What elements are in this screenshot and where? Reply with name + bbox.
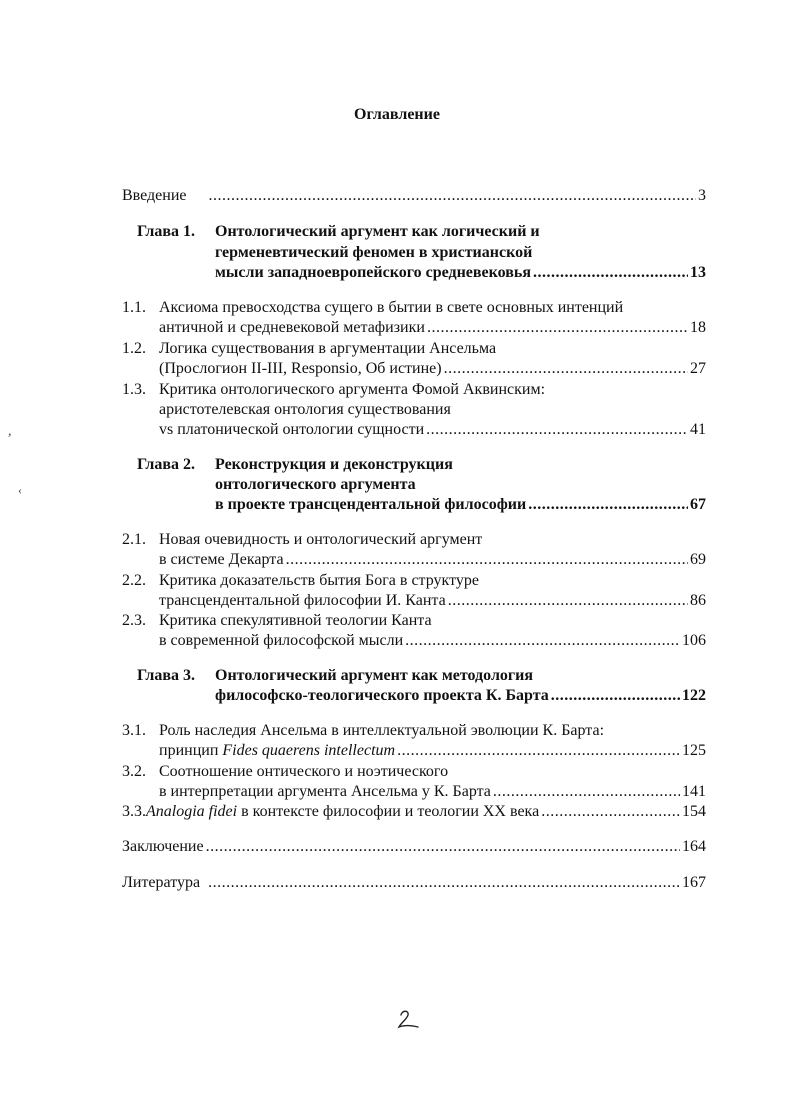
- toc-entry-chapter-2[interactable]: в проекте трансцендентальной философии ..... 67: [215, 495, 706, 515]
- leader-dots: [206, 837, 680, 857]
- toc-page: 86: [690, 592, 706, 609]
- section-3-2-line-1: 3.2. Соотношение онтического и ноэтического: [122, 763, 449, 780]
- section-number: 2.2.: [122, 572, 146, 589]
- section-number: 1.1.: [122, 299, 146, 316]
- toc-page: 154: [682, 803, 706, 820]
- leader-dots: [493, 782, 680, 802]
- toc-page: 41: [690, 421, 706, 438]
- toc-entry-1-1[interactable]: античной и средневековой метафизики ..... 18: [159, 318, 706, 338]
- leader-dots: [528, 495, 688, 515]
- toc-page: 141: [682, 783, 706, 800]
- section-3-1-line-1: 3.1. Роль наследия Ансельма в интеллектуальной эволюции К. Барта:: [122, 722, 605, 739]
- toc-label: Заключение: [122, 838, 204, 855]
- chapter-1-title-line-2: герменевтический феномен в христианской: [215, 244, 533, 261]
- section-2-2-line-1: 2.2. Критика доказательств бытия Бога в структуре: [122, 572, 479, 589]
- toc-entry-1-2[interactable]: (Прослогион II-III, Responsio, Об истине) ..... 27: [159, 359, 706, 379]
- section-number: 2.3.: [122, 612, 146, 629]
- section-1-1-line-1: 1.1. Аксиома превосходства сущего в бытии в свете основных интенций: [122, 299, 624, 316]
- toc-entry-1-3[interactable]: vs платонической онтологии сущности ..... 41: [159, 420, 706, 440]
- toc-entry-3-3[interactable]: 3.3. Analogia fidei в контексте философии и теологии XX века ..... 154: [122, 802, 706, 822]
- toc-page: 27: [690, 360, 706, 377]
- toc-label: Введение: [122, 187, 187, 204]
- toc-entry-intro[interactable]: [122, 186, 706, 206]
- toc-entry-literature[interactable]: [122, 873, 706, 893]
- section-number: 2.1.: [122, 531, 146, 548]
- leader-dots: [209, 186, 697, 206]
- toc-entry-2-1[interactable]: в системе Декарта ..... 69: [159, 550, 706, 570]
- section-1-3-line-1: 1.3. Критика онтологического аргумента Фомой Аквинским:: [122, 381, 546, 398]
- section-2-3-line-1: 2.3. Критика спекулятивной теологии Канта: [122, 612, 432, 629]
- toc-page: 67: [690, 496, 706, 513]
- scan-mark: ,: [8, 424, 12, 439]
- chapter-3-title-line-1: Глава 3. Онтологический аргумент как методология: [137, 667, 534, 684]
- toc-page: 106: [682, 632, 706, 649]
- chapter-number: Глава 1.: [137, 223, 195, 240]
- toc-page: 167: [682, 874, 706, 891]
- leader-dots: [208, 873, 680, 893]
- leader-dots: [426, 420, 688, 440]
- leader-dots: [551, 686, 680, 706]
- section-number: 1.2.: [122, 340, 146, 357]
- handwritten-page-number: [396, 1008, 420, 1030]
- toc-page: 18: [690, 319, 706, 336]
- leader-dots: [405, 631, 680, 651]
- chapter-1-title-line-1: Глава 1. Онтологический аргумент как логический и: [137, 223, 540, 240]
- toc-entry-3-2[interactable]: в интерпретации аргумента Ансельма у К. Барта ..... 141: [159, 782, 706, 802]
- leader-dots: [533, 263, 688, 283]
- toc-page: 125: [682, 742, 706, 759]
- leader-dots: [541, 802, 680, 822]
- toc-page: 164: [682, 838, 706, 855]
- leader-dots: [444, 359, 688, 379]
- section-1-3-line-2: аристотелевская онтология существования: [159, 401, 451, 418]
- toc-entry-2-2[interactable]: трансцендентальной философии И. Канта ..... 86: [159, 591, 706, 611]
- toc-page: 3: [698, 187, 706, 204]
- toc-entry-chapter-1[interactable]: мысли западноевропейского средневековья ..... 13: [215, 263, 706, 283]
- leader-dots: [448, 591, 688, 611]
- page-title: Оглавление: [354, 106, 440, 123]
- toc-page: 122: [682, 687, 706, 704]
- section-number: 3.1.: [122, 722, 146, 739]
- toc-entry-3-1[interactable]: принцип Fides quaerens intellectum ..... 125: [159, 741, 706, 761]
- toc-entry-conclusion[interactable]: [122, 837, 706, 857]
- toc-entry-2-3[interactable]: в современной философской мысли ..... 106: [159, 631, 706, 651]
- toc-page: 69: [690, 551, 706, 568]
- leader-dots: [427, 318, 688, 338]
- scan-mark: ‹: [18, 483, 22, 497]
- toc-page: 13: [690, 264, 706, 281]
- section-number: 3.2.: [122, 763, 146, 780]
- toc-entry-chapter-3[interactable]: философско-теологического проекта К. Барта ..... 122: [215, 686, 706, 706]
- section-2-1-line-1: 2.1. Новая очевидность и онтологический аргумент: [122, 531, 483, 548]
- section-1-2-line-1: 1.2. Логика существования в аргументации Ансельма: [122, 340, 497, 357]
- chapter-2-title-line-1: Глава 2. Реконструкция и деконструкция: [137, 456, 453, 473]
- chapter-2-title-line-2: онтологического аргумента: [215, 476, 416, 493]
- chapter-number: Глава 3.: [137, 667, 195, 684]
- leader-dots: [397, 741, 680, 761]
- chapter-number: Глава 2.: [137, 456, 195, 473]
- toc-label: Литература: [122, 874, 201, 891]
- svg-text:2: 2: [396, 1008, 397, 1009]
- leader-dots: [286, 550, 688, 570]
- section-number: 3.3.: [122, 803, 146, 820]
- section-number: 1.3.: [122, 381, 146, 398]
